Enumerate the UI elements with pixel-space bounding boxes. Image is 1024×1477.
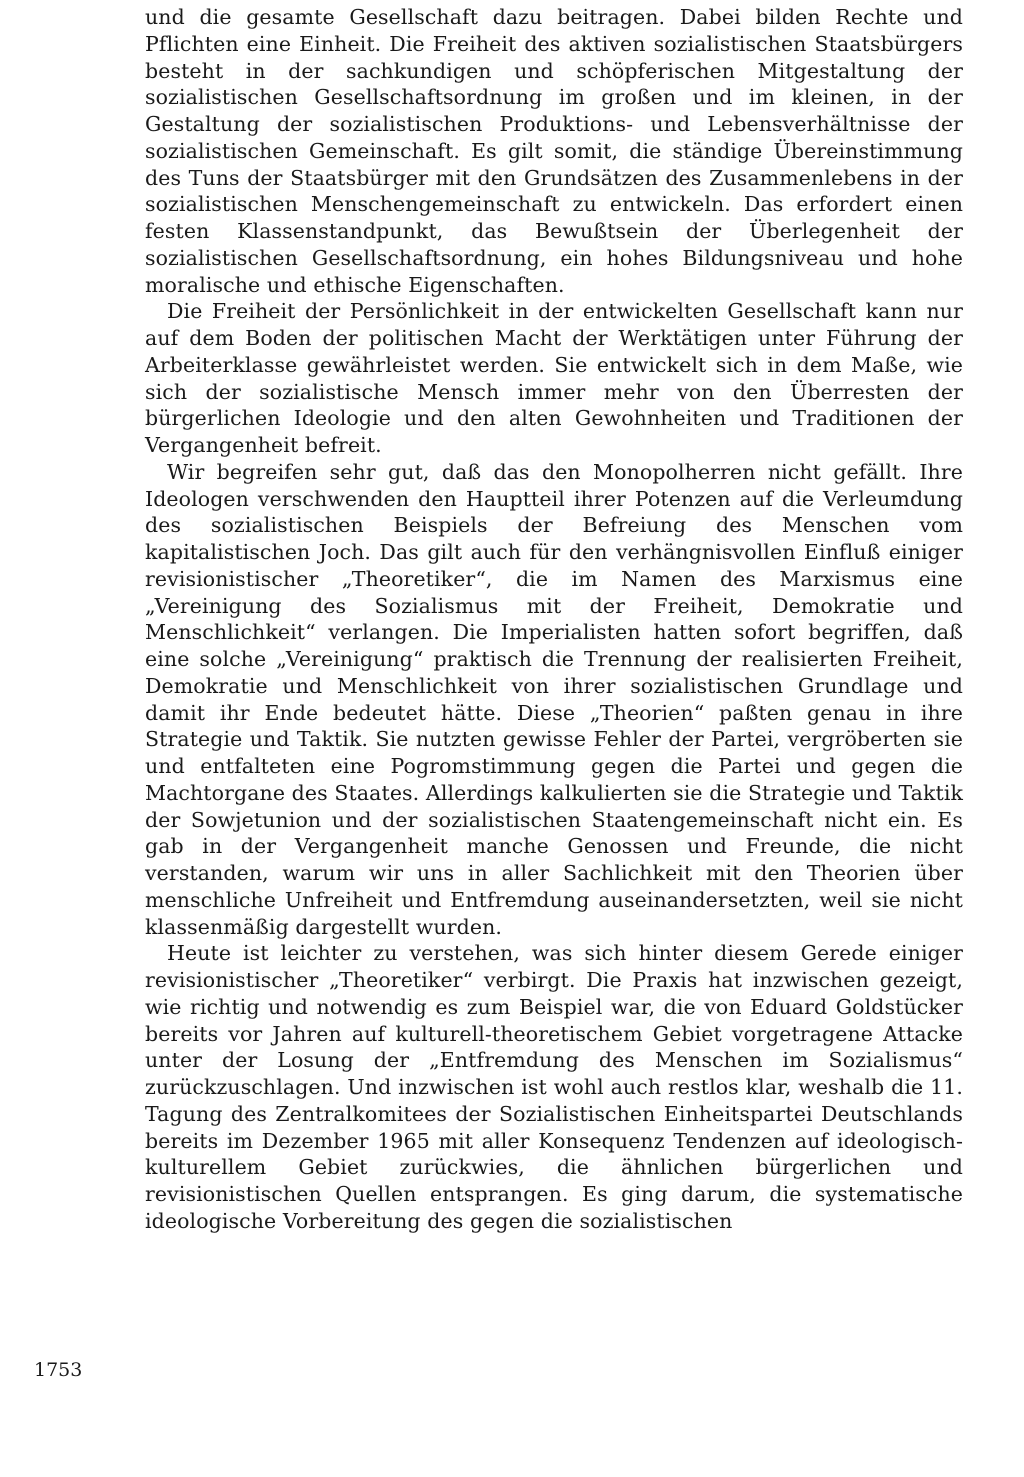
paragraph-4: Heute ist leichter zu verstehen, was sich hinter diesem Gerede einiger revisionistischer „Theoretiker“ verbirgt. Die Praxis hat inzwischen gezeigt, wie richtig und notwendig es zum Beispiel war, die von Eduard Goldstücker bereits vor Jahren auf kulturell-theoretischem Gebiet vorgetragene Attacke unter der Losung der „Entfremdung des Menschen im Sozialismus“ zurückzuschlagen. Und inzwischen ist wohl auch restlos klar, weshalb die 11. Tagung des Zentralkomitees der Sozialistischen Einheitspartei Deutschlands bereits im Dezember 1965 mit aller Konsequenz Tendenzen auf ideologisch-kulturellem Gebiet zurückwies, die ähnlichen bürgerlichen und revisionistischen Quellen entsprangen. Es ging darum, die systematische ideologische Vorbereitung des gegen die sozialistischen [145, 941, 963, 1233]
paragraph-2: Die Freiheit der Persönlichkeit in der entwickelten Gesellschaft kann nur auf dem Boden der politischen Macht der Werktätigen unter Führung der Arbeiterklasse gewährleistet werden. Sie entwickelt sich in dem Maße, wie sich der sozialistische Mensch immer mehr von den Überresten der bürgerlichen Ideologie und den alten Gewohnheiten und Traditionen der Vergangenheit befreit. [145, 299, 963, 457]
body-text [145, 4, 963, 1235]
paragraph-3: Wir begreifen sehr gut, daß das den Monopolherren nicht gefällt. Ihre Ideologen verschwenden den Hauptteil ihrer Potenzen auf die Verleumdung des sozialistischen Beispiels der Befreiung des Menschen vom kapitalistischen Joch. Das gilt auch für den verhängnisvollen Einfluß einiger revisionistischer „Theoretiker“, die im Namen des Marxismus eine „Vereinigung des Sozialismus mit der Freiheit, Demokratie und Menschlichkeit“ verlangen. Die Imperialisten hatten sofort begriffen, daß eine solche „Vereinigung“ praktisch die Trennung der realisierten Freiheit, Demokratie und Menschlichkeit von ihrer sozialistischen Grundlage und damit ihr Ende bedeutet hätte. Diese „Theorien“ paßten genau in ihre Strategie und Taktik. Sie nutzten gewisse Fehler der Partei, vergröberten sie und entfalteten eine Pogromstimmung gegen die Partei und gegen die Machtorgane des Staates. Allerdings kalkulierten sie die Strategie und Taktik der Sowjetunion und der sozialistischen Staatengemeinschaft nicht ein. Es gab in der Vergangenheit manche Genossen und Freunde, die nicht verstanden, warum wir uns in aller Sachlichkeit mit den Theorien über menschliche Unfreiheit und Entfremdung auseinandersetzten, weil sie nicht klassenmäßig dargestellt wurden. [145, 459, 963, 939]
page-number: 1753 [34, 1359, 83, 1381]
paragraph-1: und die gesamte Gesellschaft dazu beitragen. Dabei bilden Rechte und Pflichten eine Einheit. Die Freiheit des aktiven sozialistischen Staatsbürgers besteht in der sachkundigen und schöpferischen Mitgestaltung der sozialistischen Gesellschaftsordnung im großen und im kleinen, in der Gestaltung der sozialistischen Produktions- und Lebensverhältnisse der sozialistischen Gemeinschaft. Es gilt somit, die ständige Übereinstimmung des Tuns der Staatsbürger mit den Grundsätzen des Zusammenlebens in der sozialistischen Menschengemeinschaft zu entwickeln. Das erfordert einen festen Klassenstandpunkt, das Bewußtsein der Überlegenheit der sozialistischen Gesellschaftsordnung, ein hohes Bildungsniveau und hohe moralische und ethische Eigenschaften. [145, 5, 963, 297]
